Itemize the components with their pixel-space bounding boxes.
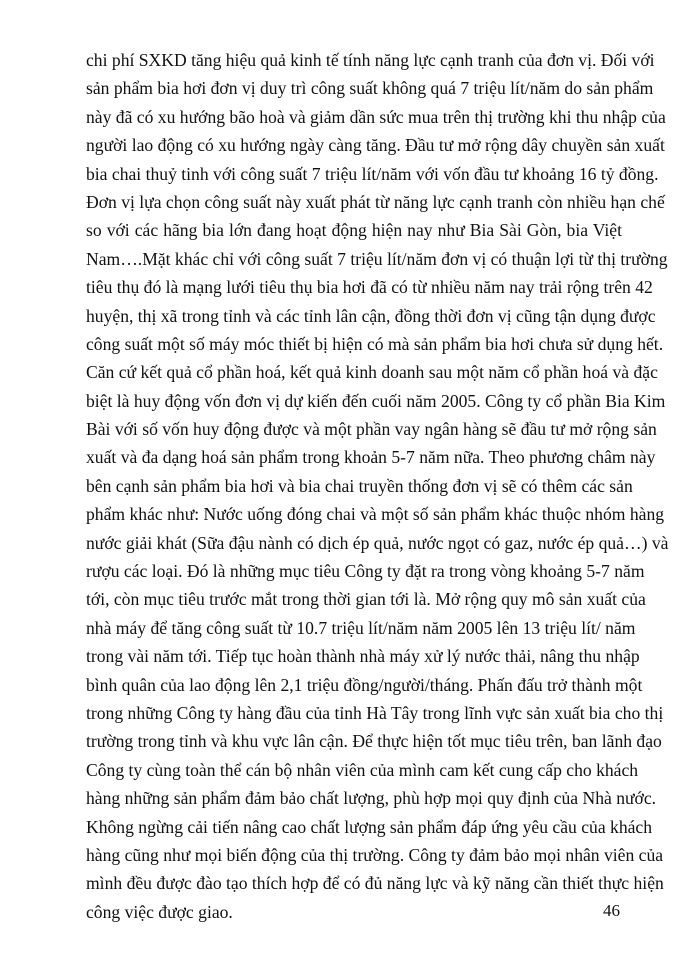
text-line-15: xuất và đa dạng hoá sản phẩm trong khoản 5-7 năm nữa. Theo phương châm này (86, 447, 656, 468)
text-line-5: bia chai thuỷ tinh với công suất 7 triệu lít/năm với vốn đầu tư khoảng 16 tỷ đồng. (86, 163, 659, 184)
text-line-18: nước giải khát (Sữa đậu nành có dịch ép quả, nước ngọt có gaz, nước ép quả…) và (86, 532, 669, 553)
text-line-1: chi phí SXKD tăng hiệu quả kinh tế tính năng lực cạnh tranh của đơn vị. Đối với (86, 50, 655, 70)
text-line-20: tới, còn mục tiêu trước mắt trong thời gian tới là. Mở rộng quy mô sản xuất của (86, 589, 646, 610)
text-line-31: công việc được giao. (86, 901, 233, 922)
text-line-21: nhà máy để tăng công suất từ 10.7 triệu lít/năm năm 2005 lên 13 triệu lít/ năm (86, 617, 636, 638)
text-line-24: trong những Công ty hàng đầu của tỉnh Hà Tây trong lĩnh vực sản xuất bia cho thị (86, 702, 664, 723)
text-line-7: so với các hãng bia lớn đang hoạt động hiện nay như Bia Sài Gòn, bia Việt (86, 220, 622, 241)
text-line-26: Công ty cùng toàn thể cán bộ nhân viên của mình cam kết cung cấp cho khách (86, 759, 639, 780)
text-line-12: Căn cứ kết quả cổ phần hoá, kết quả kinh doanh sau một năm cổ phần hoá và đặc (86, 362, 658, 383)
text-line-29: hàng cũng như mọi biến động của thị trường. Công ty đảm bảo mọi nhân viên của (86, 844, 664, 865)
text-line-10: huyện, thị xã trong tỉnh và các tỉnh lân cận, đồng thời đơn vị cũng tận dụng được (86, 305, 656, 326)
text-line-4: người lao động có xu hướng ngày càng tăng. Đầu tư mở rộng dây chuyền sản xuất (86, 135, 665, 156)
text-line-30: mình đều được đào tạo thích hợp để có đủ năng lực và kỹ năng cần thiết thực hiện (86, 873, 664, 894)
text-line-8: Nam….Mặt khác chỉ với công suất 7 triệu lít/năm đơn vị có thuận lợi từ thị trường (86, 248, 668, 269)
text-line-19: rượu các loại. Đó là những mục tiêu Công ty đặt ra trong vòng khoảng 5-7 năm (86, 561, 645, 582)
text-line-16: bên cạnh sản phẩm bia hơi và bia chai truyền thống đơn vị sẽ có thêm các sản (86, 475, 633, 496)
text-line-9: tiêu thụ đó là mạng lưới tiêu thụ bia hơi đã có từ nhiều năm nay trải rộng trên 42 (86, 277, 653, 298)
text-line-17: phẩm khác như: Nước uống đóng chai và một số sản phẩm khác thuộc nhóm hàng (86, 504, 665, 525)
text-line-11: công suất một số máy móc thiết bị hiện có mà sản phẩm bia hơi chưa sử dụng hết. (86, 333, 664, 354)
text-line-14: Bài với số vốn huy động được và một phần vay ngân hàng sẽ đầu tư mở rộng sản (86, 419, 657, 440)
text-line-25: trường trong tỉnh và khu vực lân cận. Để thực hiện tốt mục tiêu trên, ban lãnh đạo (86, 731, 662, 752)
text-line-28: Không ngừng cải tiến nâng cao chất lượng sản phẩm đáp ứng yêu cầu của khách (86, 816, 653, 837)
text-line-2: sản phẩm bia hơi đơn vị duy trì công suất không quá 7 triệu lít/năm do sản phẩm (86, 78, 654, 99)
page-number: 46 (603, 901, 620, 920)
text-line-13: biệt là huy động vốn đơn vị dự kiến đến cuối năm 2005. Công ty cổ phần Bia Kim (86, 390, 666, 411)
text-line-6: Đơn vị lựa chọn công suất này xuất phát từ năng lực cạnh tranh còn nhiều hạn chế (86, 191, 665, 212)
text-line-23: bình quân của lao động lên 2,1 triệu đồng/người/tháng. Phấn đấu trở thành một (86, 674, 643, 695)
body-paragraph (86, 46, 669, 926)
text-line-27: hàng những sản phẩm đảm bảo chất lượng, phù hợp mọi quy định của Nhà nước. (86, 788, 657, 809)
text-line-3: này đã có xu hướng bão hoà và giảm dần sức mua trên thị trường khi thu nhập của (86, 106, 666, 127)
text-line-22: trong vài năm tới. Tiếp tục hoàn thành nhà máy xử lý nước thải, nâng thu nhập (86, 646, 640, 667)
